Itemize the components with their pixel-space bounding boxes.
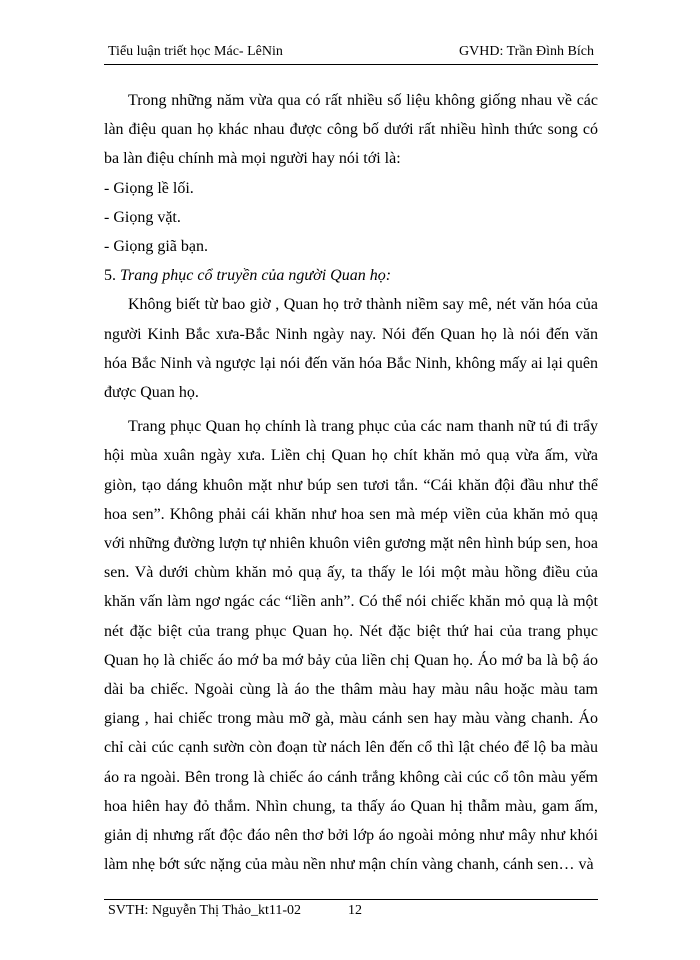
page-header xyxy=(108,42,596,64)
list-item: - Giọng vặt. xyxy=(104,208,181,226)
list-item: - Giọng giã bạn. xyxy=(104,238,208,256)
intro-paragraph: Trong những năm vừa qua có rất nhiều số liệu không giống nhau về các làn điệu quan họ khác nhau được công bố dưới rất nhiều hình thức song có ba làn điệu chính mà mọi người hay nói tới là: xyxy=(104,92,598,168)
body-paragraph: Không biết từ bao giờ , Quan họ trở thành niềm say mê, nét văn hóa của người Kinh Bắc xưa-Bắc Ninh ngày nay. Nói đến Quan họ là nói đến văn hóa Bắc Ninh và ngược lại nói đến văn hóa Bắc Ninh, không mấy ai lại quên được Quan họ. xyxy=(104,296,598,402)
header-divider xyxy=(104,64,598,65)
page-number: 12 xyxy=(348,903,362,918)
section-heading xyxy=(104,261,598,290)
section-number: 5. xyxy=(104,267,116,285)
body-paragraph: Trang phục Quan họ chính là trang phục của các nam thanh nữ tú đi trẩy hội mùa xuân ngày xưa. Liền chị Quan họ chít khăn mỏ quạ vừa ấm, vừa giòn, tạo dáng khuôn mặt như búp sen tươi tắn. “Cái khăn đội đầu như thể hoa sen”. Không phải cái khăn như hoa sen mà mép viền của khăn mỏ quạ với những đường lượn tự nhiên khuôn viên gương mặt nên hình búp sen, hoa sen. Và dưới chùm khăn mỏ quạ ấy, ta thấy le lói một màu hồng điều của khăn vấn làm ngơ ngác các “liền anh”. Có thể nói chiếc khăn mỏ quạ là một nét đặc biệt của trang phục Quan họ. Nét đặc biệt thứ hai của trang phục Quan họ là chiếc áo mớ ba mớ bảy của liền chị Quan họ. Áo mớ ba là bộ áo dài ba chiếc. Ngoài cùng là áo the thâm màu hay màu nâu hoặc màu tam giang , hai chiếc trong màu mỡ gà, màu cánh sen hay màu vàng chanh. Áo chỉ cài cúc cạnh sườn còn đoạn từ nách lên đến cổ thì lật chéo để lộ ba màu áo ra ngoài. Bên trong là chiếc áo cánh trắng không cài cúc cổ tôn màu yếm hoa hiên hay đỏ thắm. Nhìn chung, ta thấy áo Quan hị thẫm màu, gam ấm, giản dị nhưng rất độc đáo nên thơ bởi lớp áo ngoài mỏng như mây như khói làm nhẹ bớt sức nặng của màu nền như mận chín vàng chanh, cánh sen… và xyxy=(104,418,598,874)
page-footer xyxy=(108,903,596,925)
section-title: Trang phục cổ truyền của người Quan họ: xyxy=(120,267,392,285)
page-body xyxy=(104,86,598,879)
header-supervisor: GVHD: Trần Đình Bích xyxy=(459,44,594,59)
footer-author: SVTH: Nguyễn Thị Thảo_kt11-02 xyxy=(108,903,302,918)
list-item: - Giọng lề lối. xyxy=(104,179,194,197)
footer-divider xyxy=(104,899,598,900)
header-document-title: Tiểu luận triết học Mác- LêNin xyxy=(108,44,283,59)
